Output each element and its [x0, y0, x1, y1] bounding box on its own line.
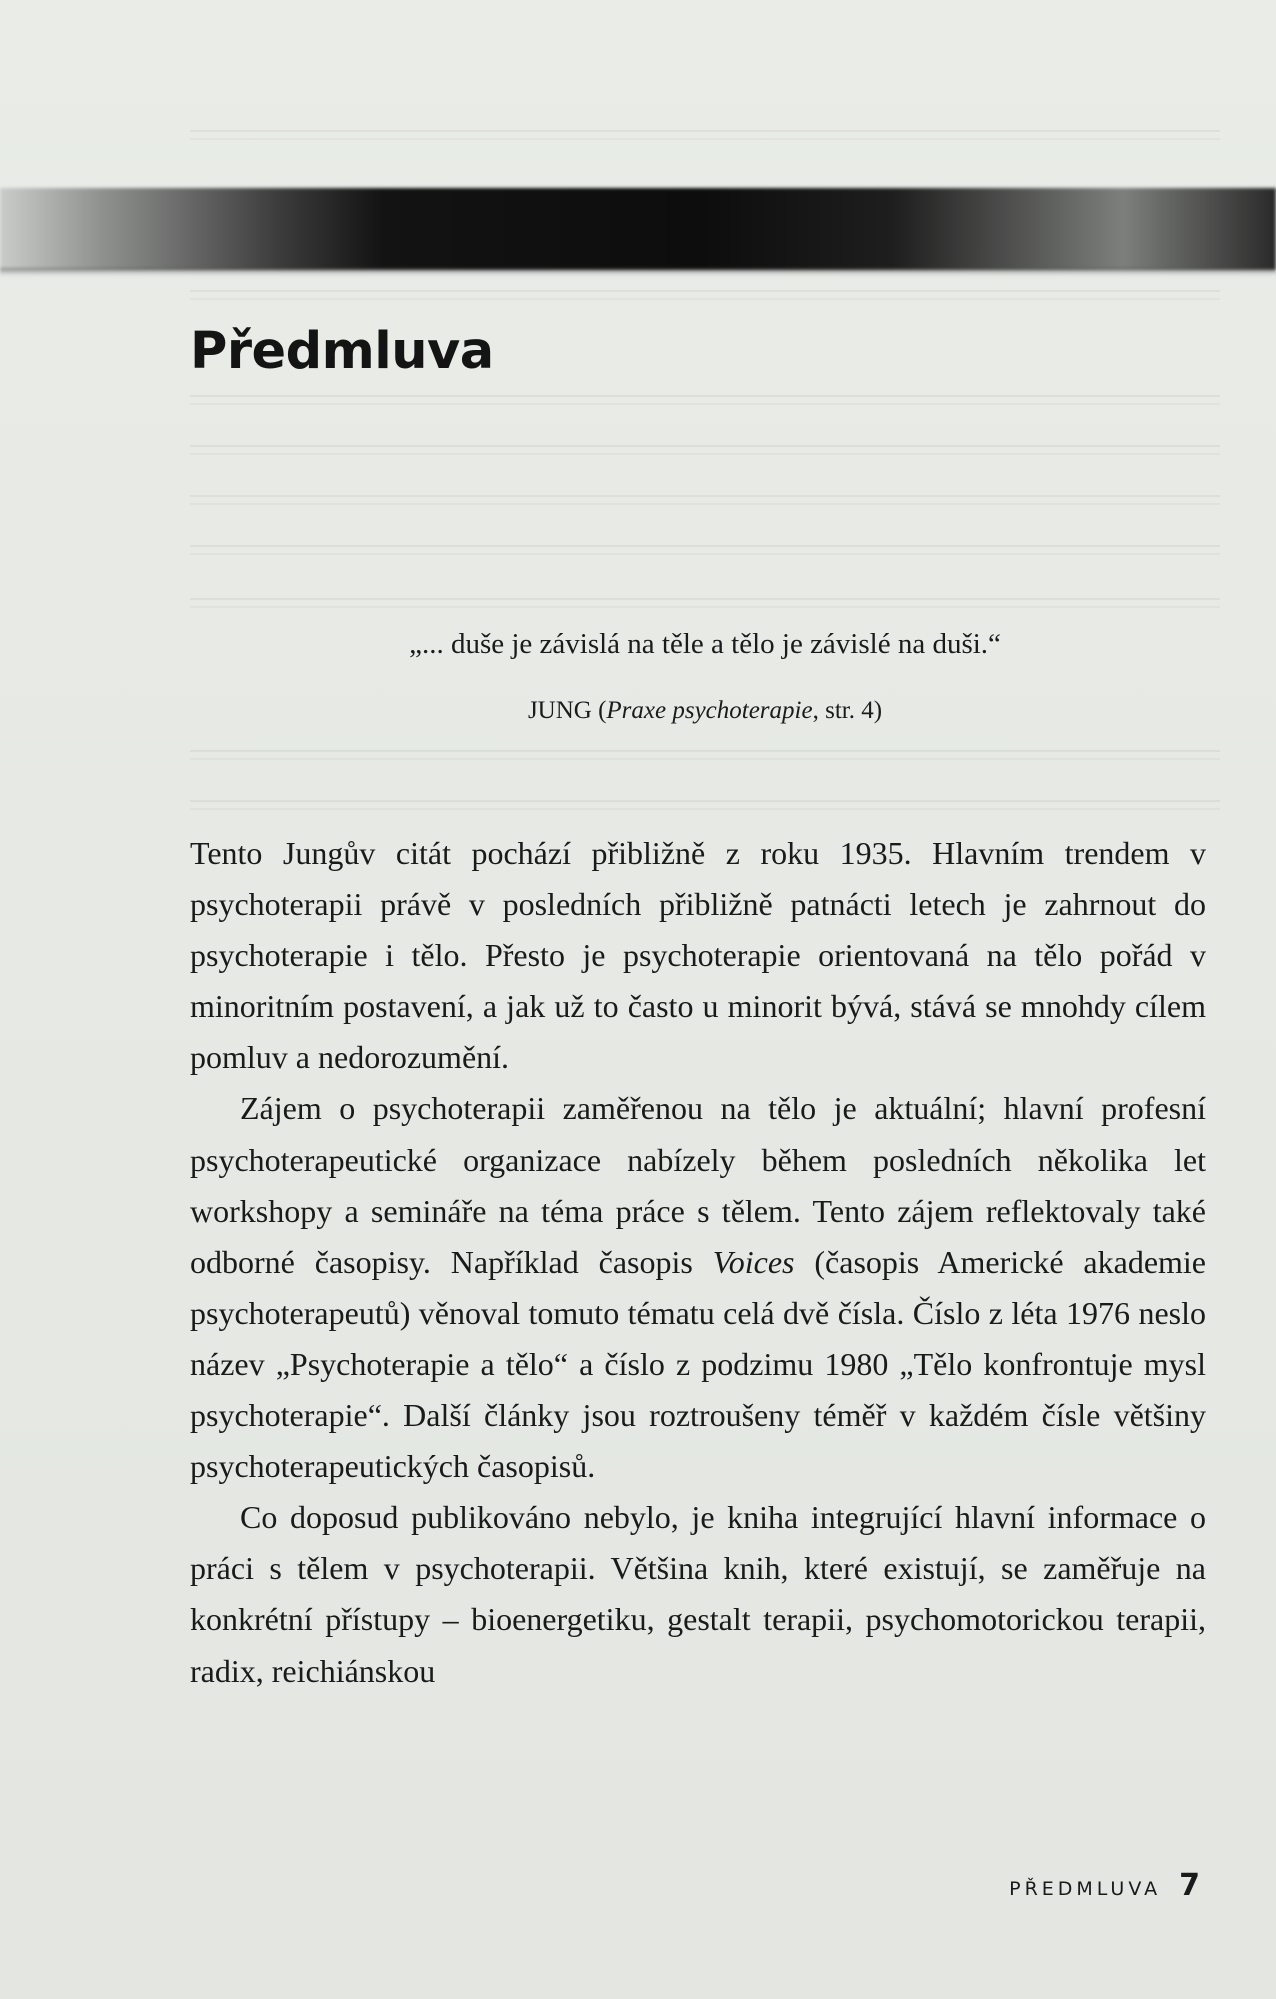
bleed-through-line: [190, 445, 1220, 455]
paragraph-1: Tento Jungův citát pochází přibližně z roku 1935. Hlavním trendem v psychoterapii právě v posledních přibližně patnácti letech je zahrnout do psychoterapie i tělo. Přesto je psychoterapie orientovaná na tělo pořád v minoritním postavení, a jak už to často u minorit bývá, stává se mnohdy cílem pomluv a nedorozumění.: [190, 835, 1206, 1076]
paragraph-2-text-end: (časopis Americké akademie psychoterapeutů) věnoval tomuto tématu celá dvě čísla. Číslo z léta 1976 neslo název „Psychoterapie a tělo“ a číslo z podzimu 1980 „Tělo konfrontuje mysl psychoterapie“. Další články jsou roztroušeny téměř v každém čísle většiny psychoterapeutických časopisů.: [190, 1243, 1207, 1485]
epigraph-page-ref: , str. 4): [812, 697, 883, 724]
bleed-through-line: [190, 495, 1220, 505]
epigraph-quote: „... duše je závislá na těle a tělo je závislé na duši.“: [409, 628, 1001, 660]
bleed-through-line: [190, 545, 1220, 555]
epigraph-author: JUNG (: [527, 697, 607, 724]
bleed-through-line: [190, 750, 1220, 760]
paragraph-2-text-start: Zájem o psychoterapii zaměřenou na tělo je aktuální; hlavní profesní psychoterapeutické organizace nabízely během posledních několika let workshopy a semináře na téma práce s tělem. Tento zájem reflektovaly také odborné časopisy. Například časopis: [190, 1090, 1206, 1280]
journal-title: Voices: [712, 1243, 795, 1280]
paragraph-3: Co doposud publikováno nebylo, je kniha integrující hlavní informace o práci s tělem v psychoterapii. Většina knih, které existují, se zaměřuje na konkrétní přístupy – bioenergetiku, gestalt terapii, psychomotorickou terapii, radix, reichiánskou: [190, 1499, 1206, 1689]
bleed-through-line: [190, 130, 1220, 140]
bleed-through-line: [190, 598, 1220, 608]
chapter-title: Předmluva: [190, 322, 494, 381]
page-number: 7: [1179, 1868, 1200, 1903]
chapter-header-band: [0, 188, 1276, 270]
page-footer: [1009, 1868, 1200, 1903]
bleed-through-line: [190, 800, 1220, 810]
body-text: [190, 828, 1206, 1697]
epigraph-source: [190, 697, 1220, 725]
epigraph-work-title: Praxe psychoterapie: [606, 697, 813, 724]
bleed-through-line: [190, 290, 1220, 300]
paragraph-2: [190, 1083, 1206, 1492]
running-head: PŘEDMLUVA: [1009, 1878, 1162, 1900]
bleed-through-line: [190, 395, 1220, 405]
